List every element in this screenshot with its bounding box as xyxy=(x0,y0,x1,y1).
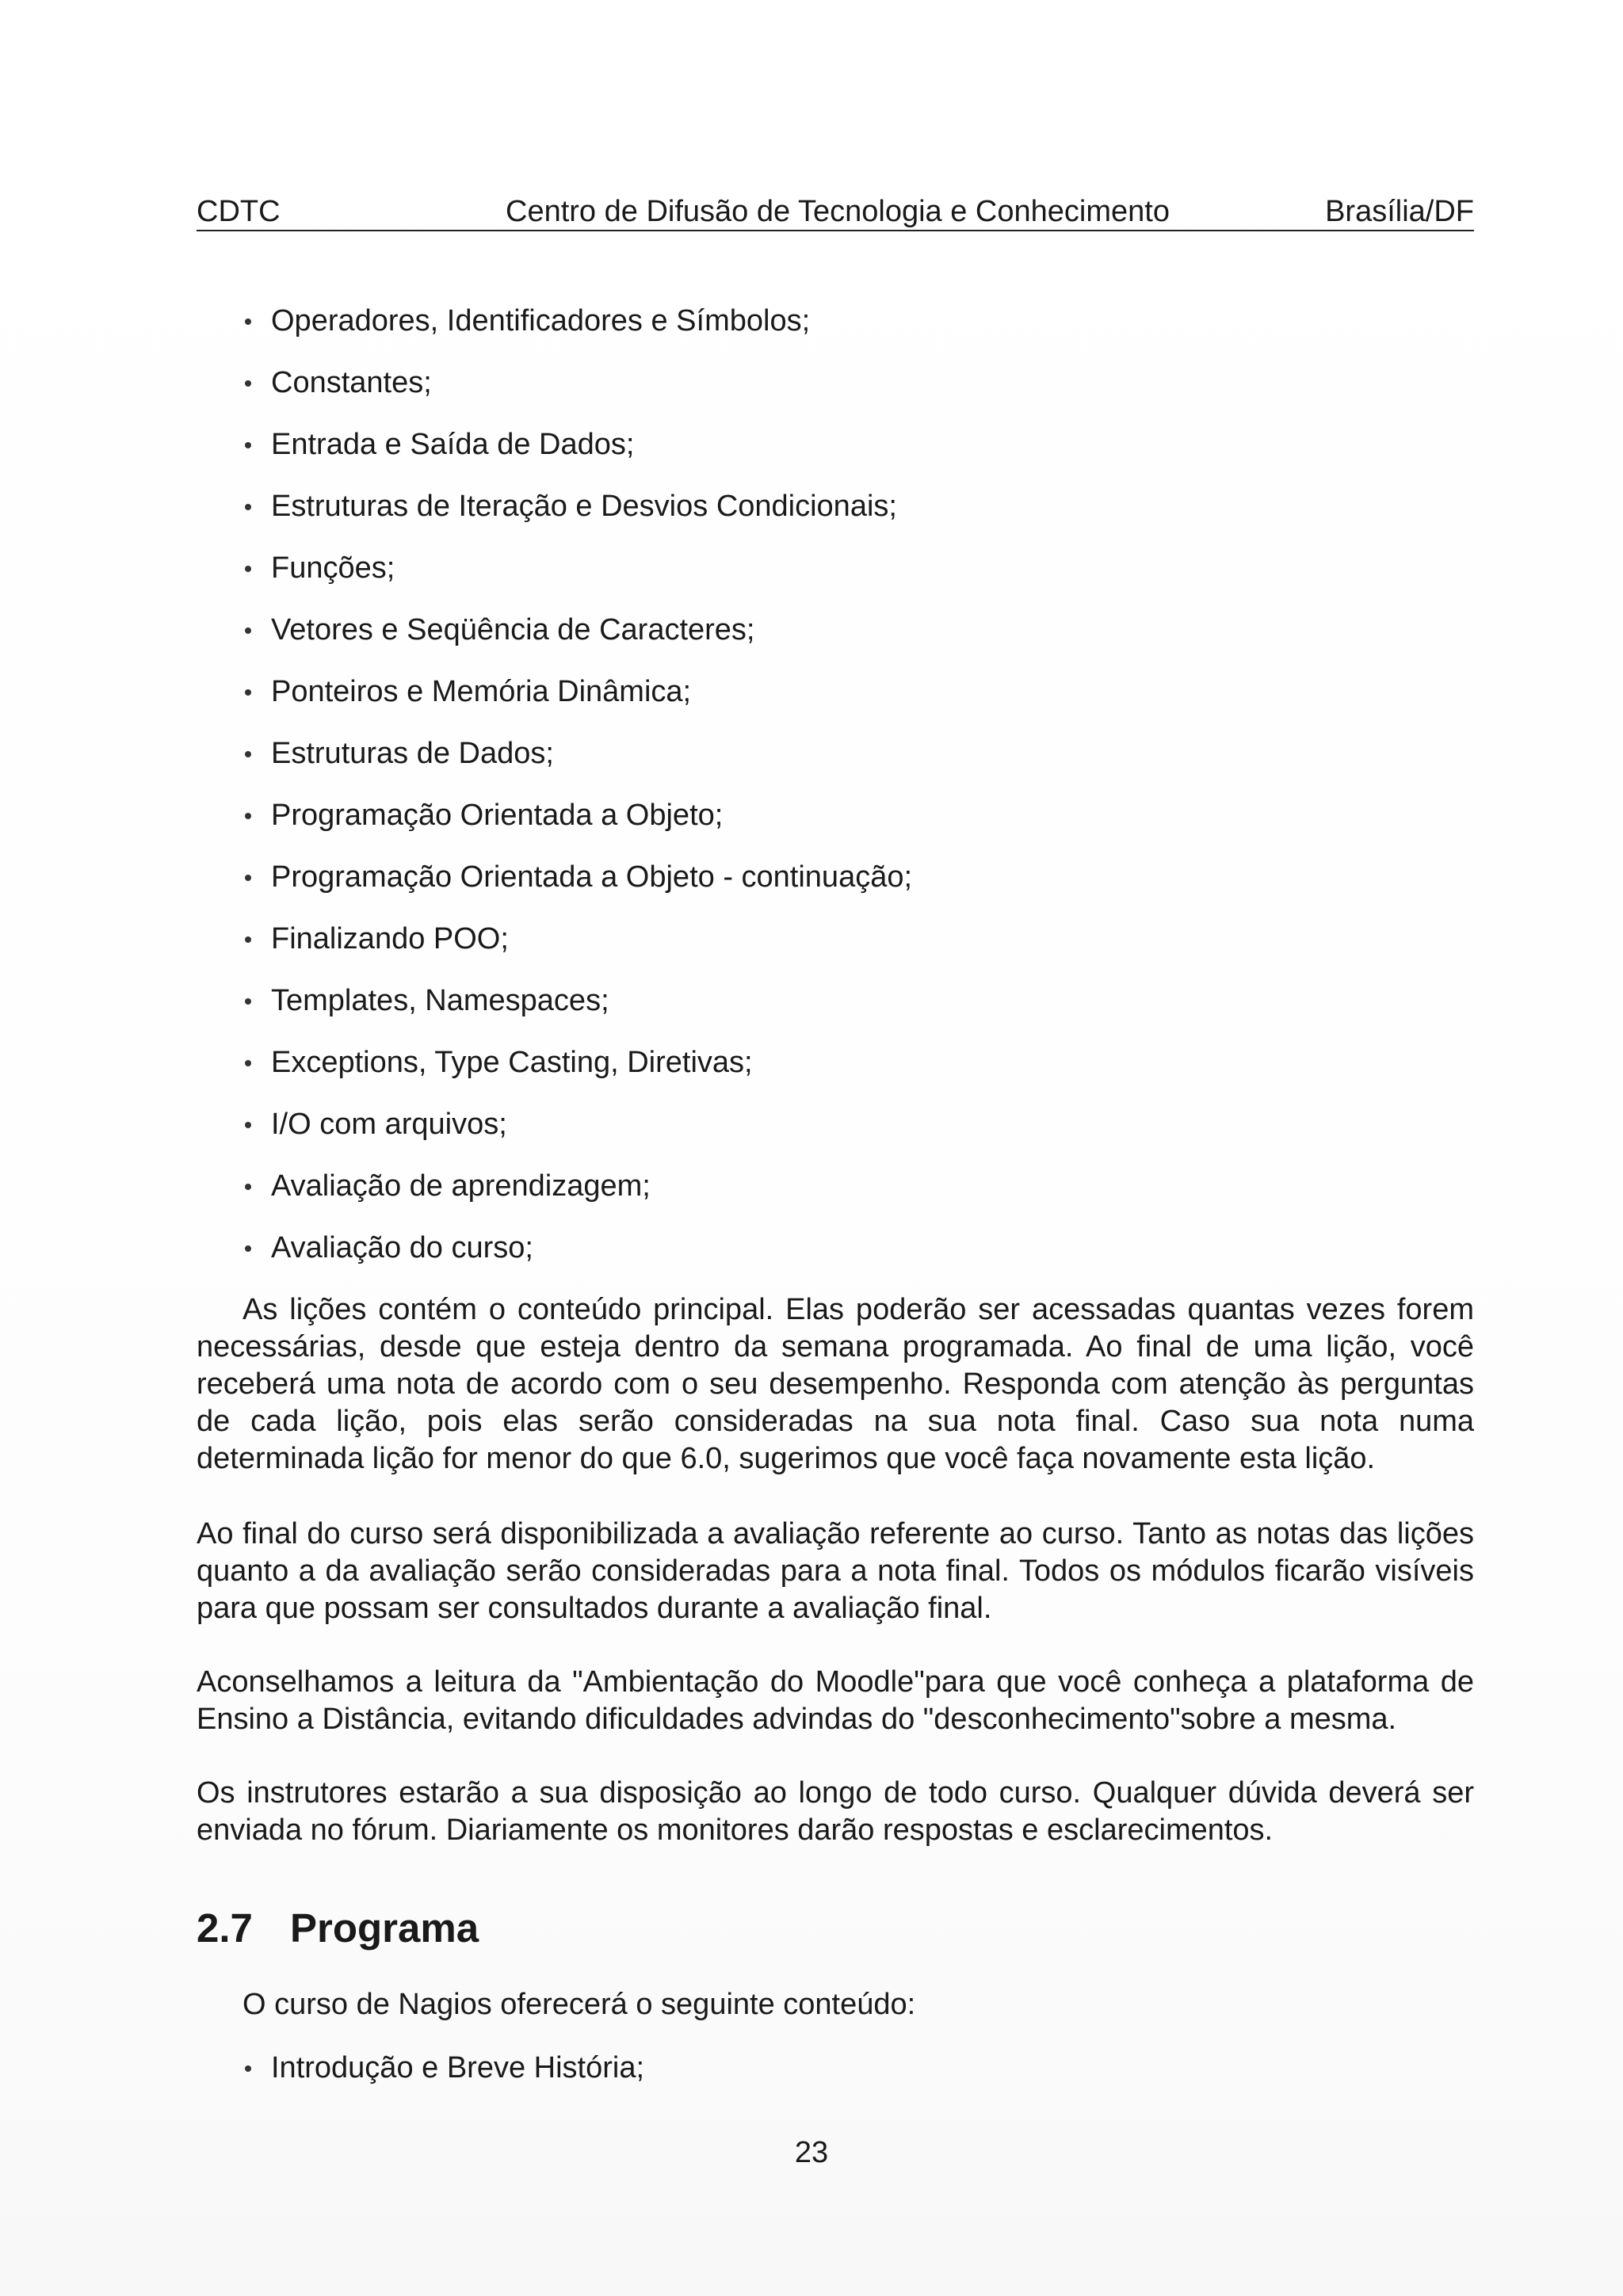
list-item xyxy=(241,2048,644,2088)
bullet-icon xyxy=(245,318,251,325)
list-item-text: Avaliação do curso; xyxy=(271,1231,533,1264)
bullet-icon xyxy=(245,627,251,634)
list-item-text: Entrada e Saída de Dados; xyxy=(271,428,635,461)
list-item-text: Estruturas de Dados; xyxy=(271,737,554,770)
list-item xyxy=(241,919,1469,981)
paragraph-evaluation: Ao final do curso será disponibilizada a avaliação referente ao curso. Tanto as notas das lições quanto a da avaliação serão consideradas para a nota final. Todos os módulos ficarão visíveis para que possam ser consultados durante a avaliação final. xyxy=(197,1517,1474,1625)
bullet-icon xyxy=(245,813,251,819)
header-center: Centro de Difusão de Tecnologia e Conhecimento xyxy=(506,195,1170,228)
list-item xyxy=(241,486,1469,548)
bullet-icon xyxy=(245,442,251,448)
paragraph-lessons: As lições contém o conteúdo principal. Elas poderão ser acessadas quantas vezes forem necessárias, desde que esteja dentro da semana programada. Ao final de uma lição, você receberá uma nota de acordo com o seu desempenho. Responda com atenção às perguntas de cada lição, pois elas serão consideradas na sua nota final. Caso sua nota numa determinada lição for menor do que 6.0, sugerimos que você faça novamente esta lição. xyxy=(197,1293,1474,1475)
list-item-text: Funções; xyxy=(271,551,395,585)
list-item-text: I/O com arquivos; xyxy=(271,1108,507,1141)
topic-list xyxy=(241,301,1469,1290)
header-left: CDTC xyxy=(197,195,281,228)
bullet-icon xyxy=(245,380,251,387)
list-item xyxy=(241,610,1469,672)
page-number: 23 xyxy=(794,2136,829,2169)
list-item xyxy=(241,672,1469,734)
bullet-icon xyxy=(245,1245,251,1252)
section-number: 2.7 xyxy=(197,1905,253,1951)
section-title: Programa xyxy=(290,1905,479,1951)
list-item-text: Programação Orientada a Objeto; xyxy=(271,799,724,832)
list-item-text: Estruturas de Iteração e Desvios Condicionais; xyxy=(271,490,897,523)
list-item xyxy=(241,548,1469,610)
list-item xyxy=(241,301,1469,363)
list-item-text: Exceptions, Type Casting, Diretivas; xyxy=(271,1046,753,1079)
page-header xyxy=(197,193,1474,231)
bullet-icon xyxy=(245,2065,251,2072)
list-item-text: Finalizando POO; xyxy=(271,922,509,955)
list-item xyxy=(241,1166,1469,1228)
list-item-text: Constantes; xyxy=(271,366,432,399)
bullet-icon xyxy=(245,936,251,943)
list-item-text: Programação Orientada a Objeto - continuação; xyxy=(271,860,913,894)
list-item-text: Templates, Namespaces; xyxy=(271,984,609,1017)
list-item xyxy=(241,857,1469,919)
list-item xyxy=(241,1104,1469,1166)
list-item xyxy=(241,1228,1469,1290)
bullet-icon xyxy=(245,875,251,881)
list-item xyxy=(241,363,1469,425)
bullet-icon xyxy=(245,566,251,572)
bullet-icon xyxy=(245,504,251,510)
list-item-text: Vetores e Seqüência de Caracteres; xyxy=(271,613,755,646)
list-item-text: Ponteiros e Memória Dinâmica; xyxy=(271,675,692,708)
list-item xyxy=(241,1043,1469,1104)
list-item xyxy=(241,795,1469,857)
list-item xyxy=(241,734,1469,795)
program-list xyxy=(241,2048,644,2088)
section-heading xyxy=(197,1905,479,1952)
bullet-icon xyxy=(245,751,251,757)
header-right: Brasília/DF xyxy=(1325,195,1474,228)
list-item xyxy=(241,981,1469,1043)
paragraph-instructors: Os instrutores estarão a sua disposição ao longo de todo curso. Qualquer dúvida deverá ser enviada no fórum. Diariamente os monitores darão respostas e esclarecimentos. xyxy=(197,1776,1474,1847)
bullet-icon xyxy=(245,1060,251,1066)
list-item-text: Introdução e Breve História; xyxy=(271,2051,645,2084)
paragraph-moodle: Aconselhamos a leitura da "Ambientação do Moodle"para que você conheça a plataforma de Ensino a Distância, evitando dificuldades advindas do "desconhecimento"sobre a mesma. xyxy=(197,1665,1474,1736)
bullet-icon xyxy=(245,998,251,1005)
bullet-icon xyxy=(245,1122,251,1128)
list-item-text: Operadores, Identificadores e Símbolos; xyxy=(271,304,811,338)
bullet-icon xyxy=(245,689,251,696)
list-item-text: Avaliação de aprendizagem; xyxy=(271,1169,651,1203)
bullet-icon xyxy=(245,1184,251,1190)
list-item xyxy=(241,425,1469,486)
section-intro: O curso de Nagios oferecerá o seguinte conteúdo: xyxy=(242,1988,916,2021)
